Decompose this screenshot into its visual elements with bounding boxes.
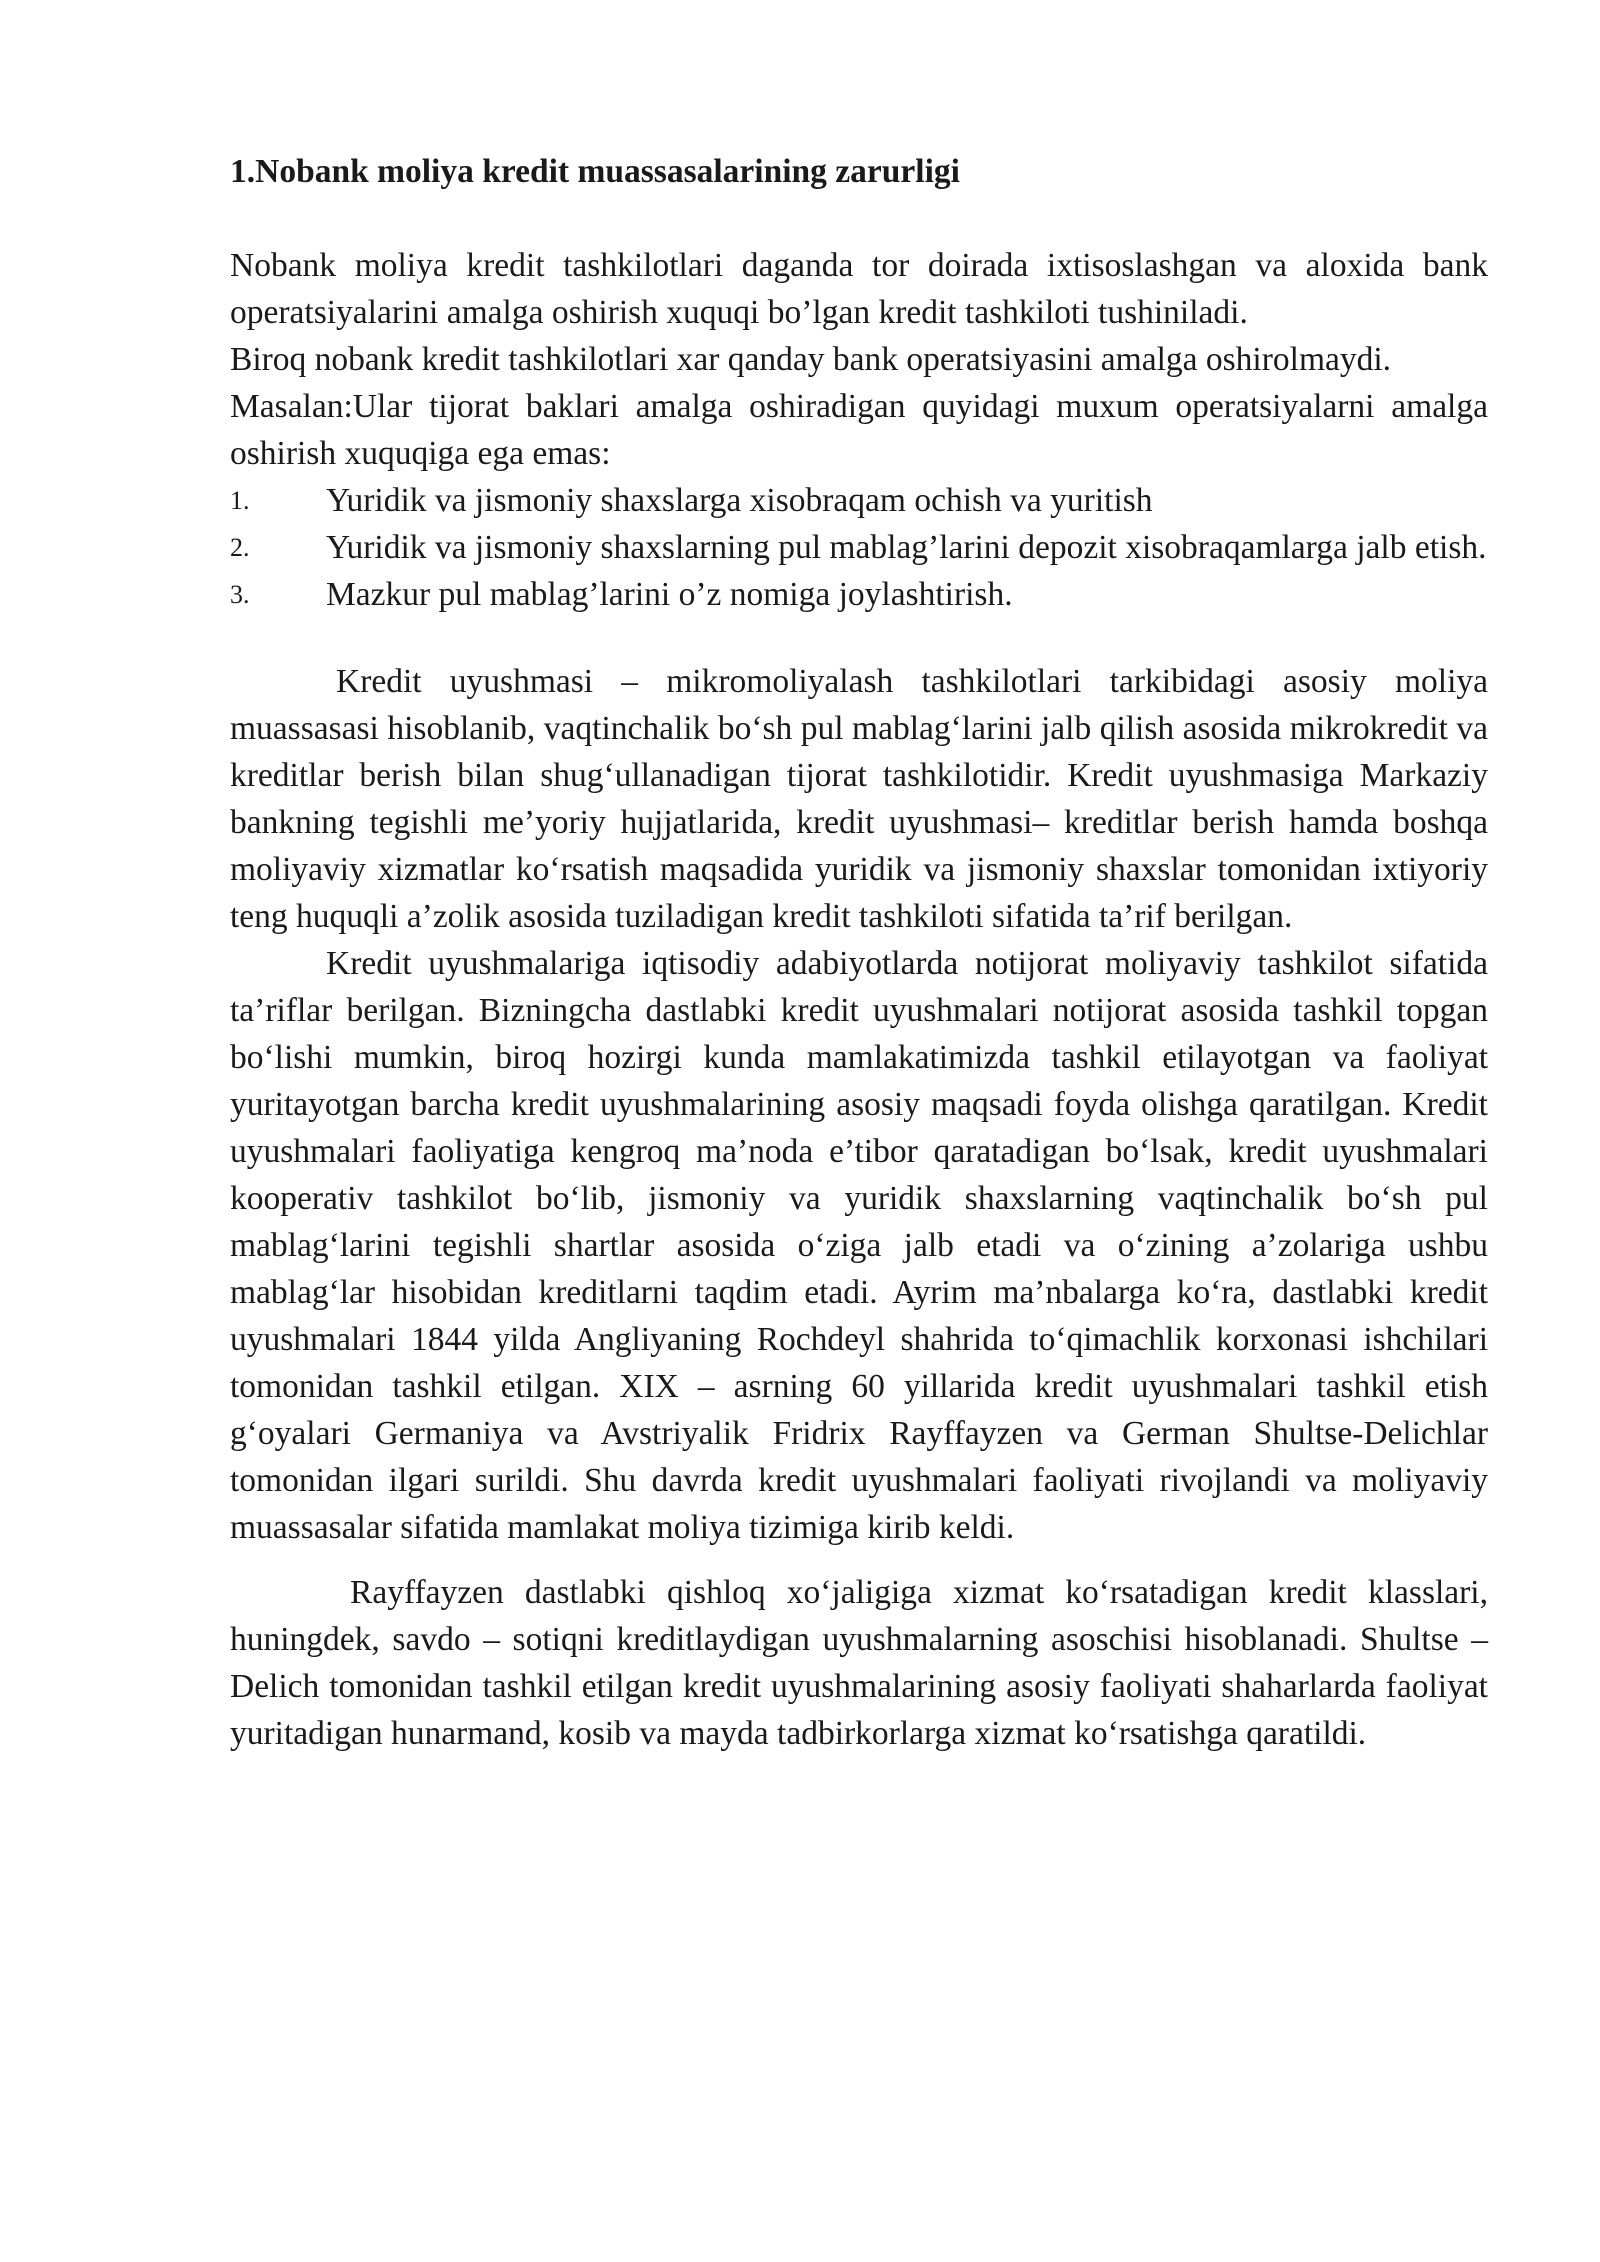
list-item-text: Yuridik va jismoniy shaxslarga xisobraqam ochish va yuritish — [326, 482, 1153, 519]
spacer — [230, 1551, 1488, 1569]
intro-paragraph-2: Biroq nobank kredit tashkilotlari xar qanday bank operatsiyasini amalga oshirolmaydi. — [230, 341, 1392, 378]
spacer — [230, 618, 1488, 658]
document-body — [230, 148, 1488, 1757]
restrictions-list — [230, 477, 1488, 618]
document-heading: 1.Nobank moliya kredit muassasalarining zarurligi — [230, 153, 960, 190]
list-item — [230, 524, 1488, 571]
list-item-text: Mazkur pul mablag’larini o’z nomiga joylashtirish. — [326, 576, 1013, 613]
list-item-number: 1. — [230, 486, 250, 515]
list-item-text: Yuridik va jismoniy shaxslarning pul mablag’larini depozit xisobraqamlarga jalb etish. — [326, 529, 1487, 566]
intro-paragraph-3: Masalan:Ular tijorat baklari amalga oshiradigan quyidagi muxum operatsiyalarni amalga oshirish xuquqiga ega emas: — [230, 388, 1488, 472]
intro-paragraph-1: Nobank moliya kredit tashkilotlari daganda tor doirada ixtisoslashgan va aloxida bank operatsiyalarini amalga oshirish xuquqi bo’lgan kredit tashkiloti tushiniladi. — [230, 247, 1488, 331]
body-paragraph-1: Kredit uyushmasi – mikromoliyalash tashkilotlari tarkibidagi asosiy moliya muassasasi hisoblanib, vaqtinchalik bo‘sh pul mablag‘larini jalb qilish asosida mikrokredit va kreditlar berish bilan shug‘ullanadigan tijorat tashkilotidir. Kredit uyushmasiga Markaziy bankning tegishli me’yoriy hujjatlarida, kredit uyushmasi– kreditlar berish hamda boshqa moliyaviy xizmatlar ko‘rsatish maqsadida yuridik va jismoniy shaxslar tomonidan ixtiyoriy teng huquqli a’zolik asosida tuziladigan kredit tashkiloti sifatida ta’rif berilgan. — [230, 663, 1488, 935]
list-item-number: 3. — [230, 580, 250, 609]
body-paragraph-2: Kredit uyushmalariga iqtisodiy adabiyotlarda notijorat moliyaviy tashkilot sifatida ta’riflar berilgan. Bizningcha dastlabki kredit uyushmalari notijorat asosida tashkil topgan bo‘lishi mumkin, biroq hozirgi kunda mamlakatimizda tashkil etilayotgan va faoliyat yuritayotgan barcha kredit uyushmalarining asosiy maqsadi foyda olishga qaratilgan. Kredit uyushmalari faoliyatiga kengroq ma’noda e’tibor qaratadigan bo‘lsak, kredit uyushmalari kooperativ tashkilot bo‘lib, jismoniy va yuridik shaxslarning vaqtinchalik bo‘sh pul mablag‘larini tegishli shartlar asosida o‘ziga jalb etadi va o‘zining a’zolariga ushbu mablag‘lar hisobidan kreditlarni taqdim etadi. Ayrim ma’nbalarga ko‘ra, dastlabki kredit uyushmalari 1844 yilda Angliyaning Rochdeyl shahrida to‘qimachlik korxonasi ishchilari tomonidan tashkil etilgan. XIX – asrning 60 yillarida kredit uyushmalari tashkil etish g‘oyalari Germaniya va Avstriyalik Fridrix Rayffayzen va German Shultse-Delichlar tomonidan ilgari surildi. Shu davrda kredit uyushmalari faoliyati rivojlandi va moliyaviy muassasalar sifatida mamlakat moliya tizimiga kirib keldi. — [230, 945, 1488, 1546]
list-item-number: 2. — [230, 533, 250, 562]
body-paragraph-3: Rayffayzen dastlabki qishloq xo‘jaligiga xizmat ko‘rsatadigan kredit klasslari, huningdek, savdo – sotiqni kreditlaydigan uyushmalarning asoschisi hisoblanadi. Shultse – Delich tomonidan tashkil etilgan kredit uyushmalarining asosiy faoliyati shaharlarda faoliyat yuritadigan hunarmand, kosib va mayda tadbirkorlarga xizmat ko‘rsatishga qaratildi. — [230, 1574, 1488, 1752]
list-item — [230, 477, 1488, 524]
list-item — [230, 571, 1488, 618]
